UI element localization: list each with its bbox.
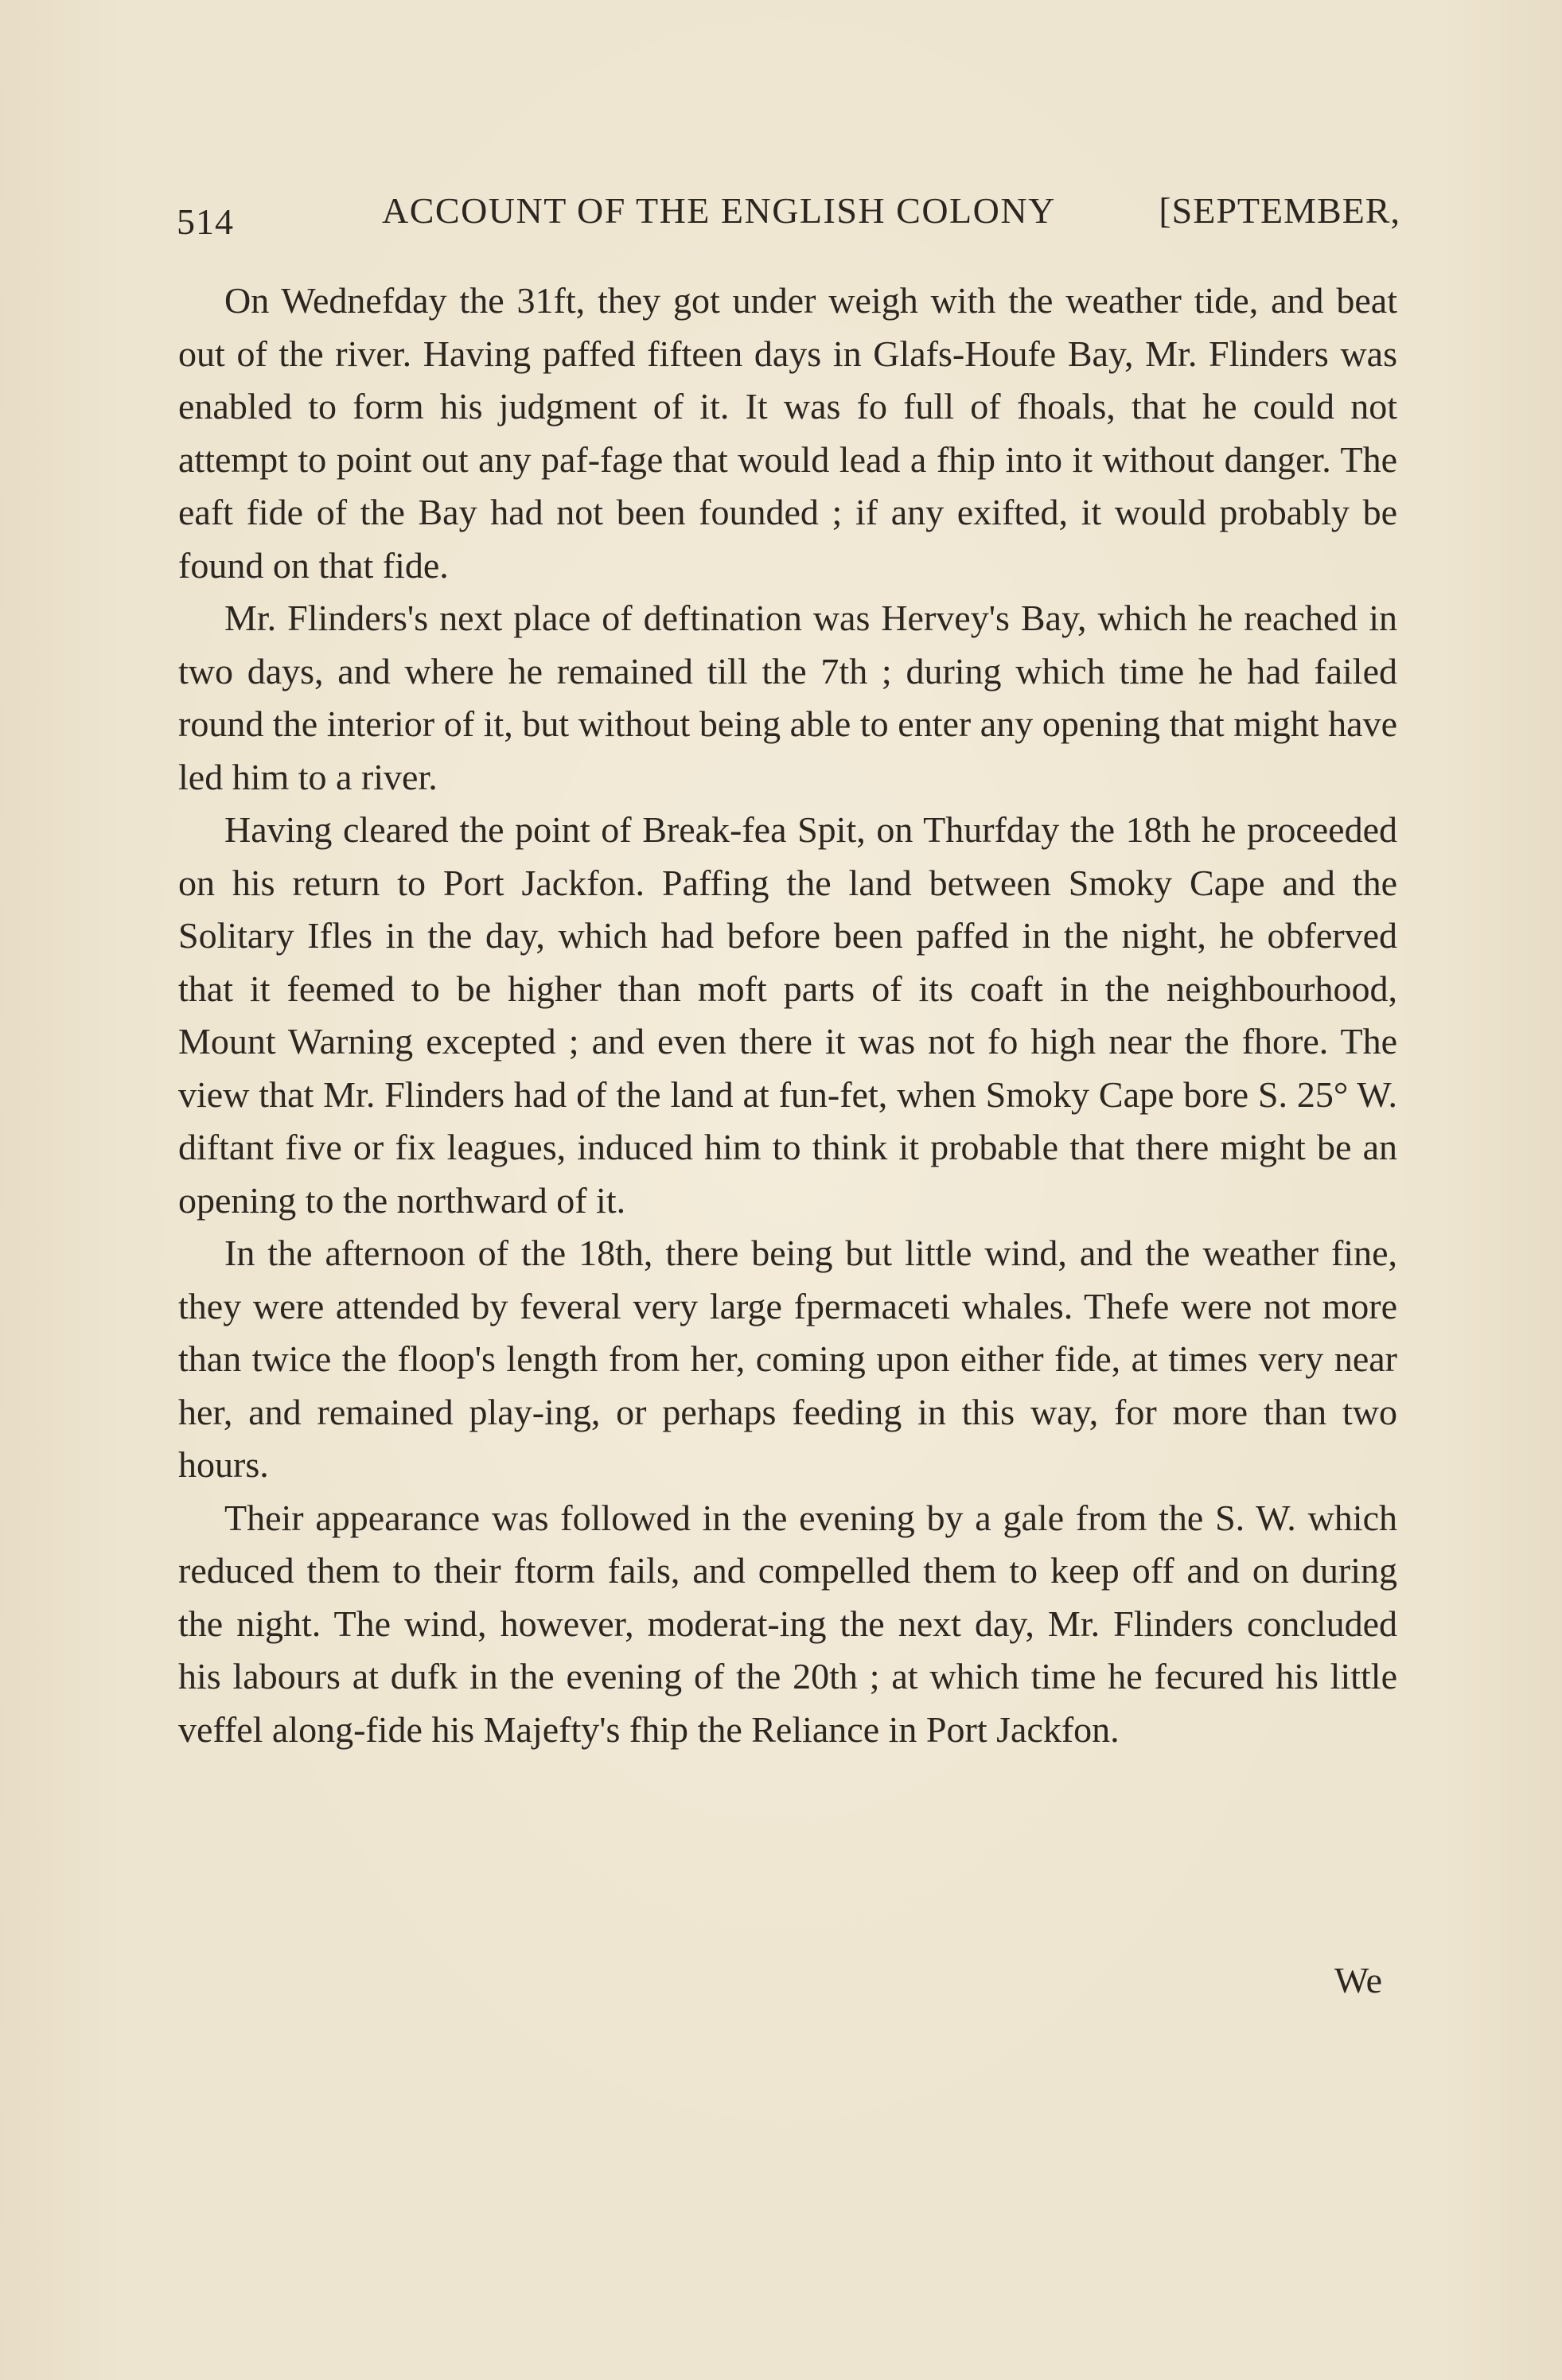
catchword: We (1334, 1960, 1382, 2000)
running-head-month: [SEPTEMBER, (1159, 190, 1400, 231)
running-title: ACCOUNT OF THE ENGLISH COLONY (382, 190, 1056, 231)
running-head (177, 189, 1400, 245)
page-number: 514 (177, 201, 234, 242)
paragraph: Mr. Flinders's next place of deftination was Hervey's Bay, which he reached in two days, and where he remained till the 7th ; during which time he had failed round the interior of it, but without being able to enter any opening that might have led him to a river. (178, 598, 1397, 797)
paragraph: Their appearance was followed in the evening by a gale from the S. W. which reduced them to their ftorm fails, and compelled them to keep off and on during the night. The wind, however, moderat-ing the next day, Mr. Flinders concluded his labours at dufk in the evening of the 20th ; at which time he fecured his little veffel along-fide his Majefty's fhip the Reliance in Port Jackfon. (178, 1497, 1397, 1750)
paragraph: Having cleared the point of Break-fea Spit, on Thurfday the 18th he proceeded on his return to Port Jackfon. Paffing the land between Smoky Cape and the Solitary Ifles in the day, which had before been paffed in the night, he obferved that it feemed to be higher than moft parts of its coaft in the neighbourhood, Mount Warning excepted ; and even there it was not fo high near the fhore. The view that Mr. Flinders had of the land at fun-fet, when Smoky Cape bore S. 25° W. diftant five or fix leagues, induced him to think it probable that there might be an opening to the northward of it. (178, 809, 1397, 1221)
paragraph: On Wednefday the 31ft, they got under weigh with the weather tide, and beat out of the river. Having paffed fifteen days in Glafs-Houfe Bay, Mr. Flinders was enabled to form his judgment of it. It was fo full of fhoals, that he could not attempt to point out any paf-fage that would lead a fhip into it without danger. The eaft fide of the Bay had not been founded ; if any exifted, it would probably be found on that fide. (178, 280, 1397, 586)
body-text (178, 275, 1397, 1756)
paragraph: In the afternoon of the 18th, there being but little wind, and the weather fine, they were attended by feveral very large fpermaceti whales. Thefe were not more than twice the floop's length from her, coming upon either fide, at times very near her, and remained play-ing, or perhaps feeding in this way, for more than two hours. (178, 1233, 1397, 1485)
